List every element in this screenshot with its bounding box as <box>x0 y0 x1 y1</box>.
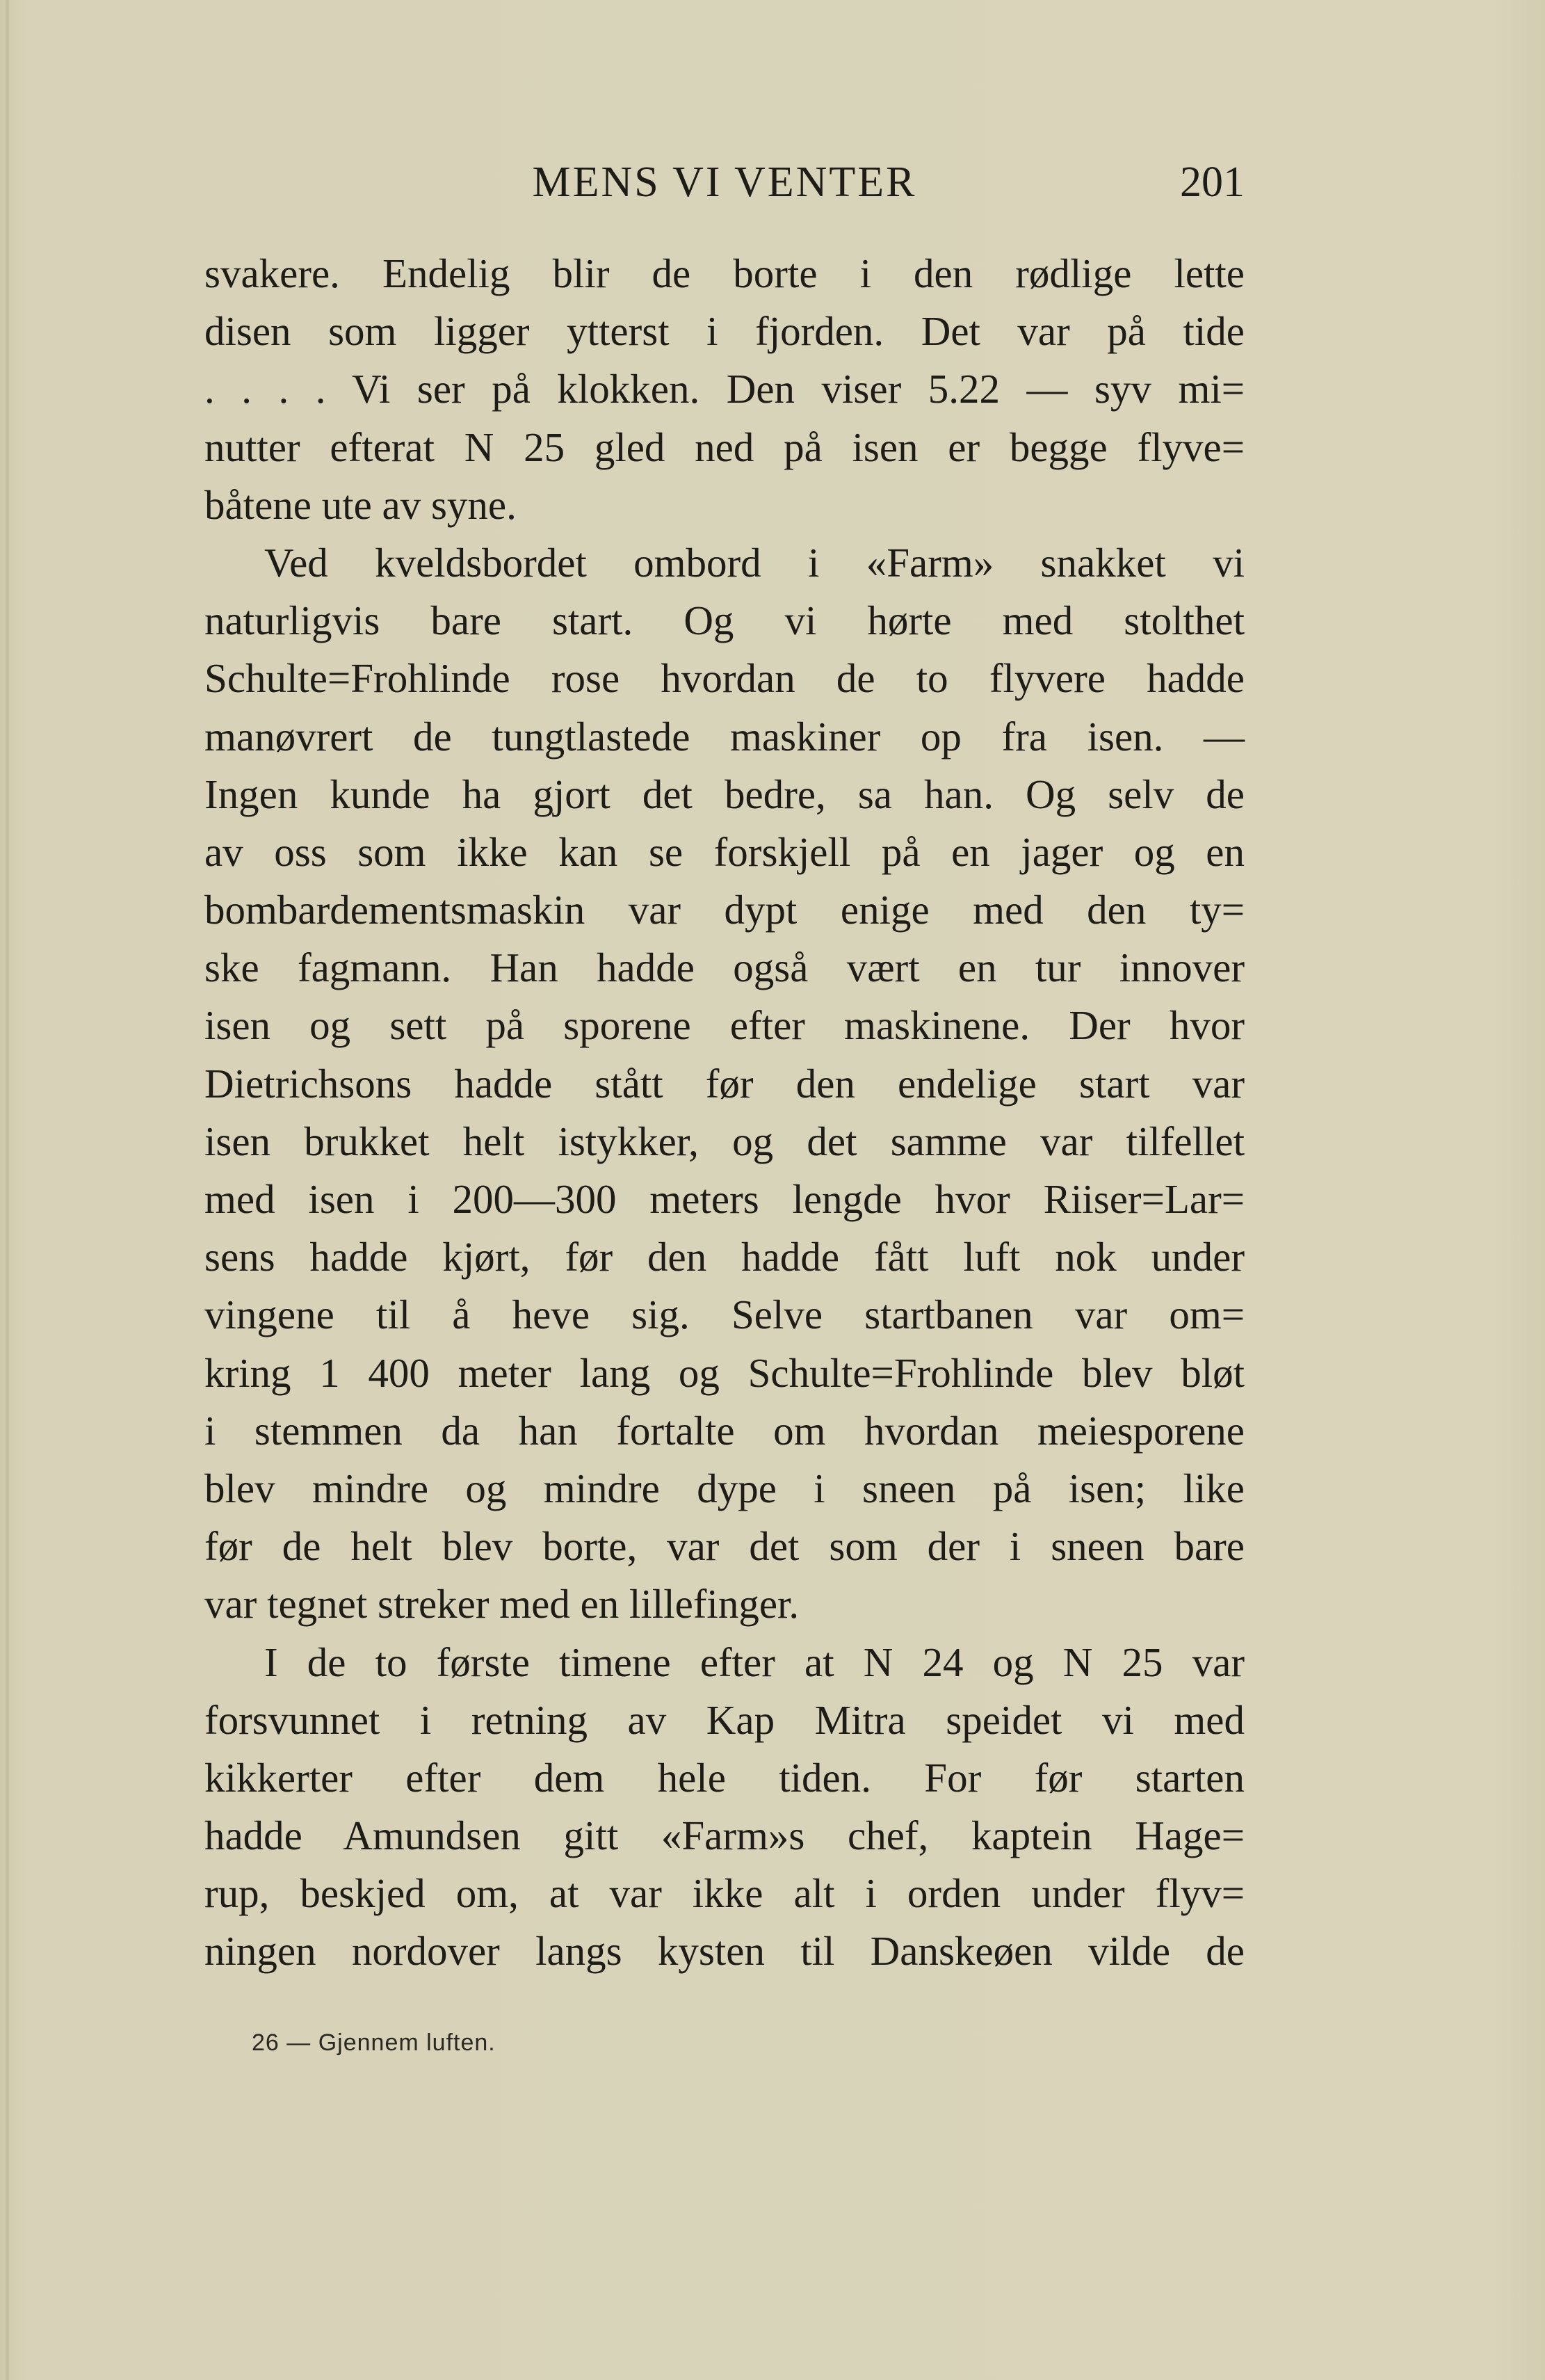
text-line: isen og sett på sporene efter maskinene. Der hvor <box>204 1002 1245 1049</box>
text-line: naturligvis bare start. Og vi hørte med stolthet <box>204 597 1245 644</box>
text-line: Dietrichsons hadde stått før den endelige start var <box>204 1060 1245 1107</box>
text-line: blev mindre og mindre dype i sneen på isen; like <box>204 1465 1245 1511</box>
text-line: Ved kveldsbordet ombord i «Farm» snakket vi <box>264 539 1245 586</box>
text-line: av oss som ikke kan se forskjell på en jager og en <box>204 828 1245 875</box>
text-line: sens hadde kjørt, før den hadde fått luft nok under <box>204 1234 1245 1280</box>
text-line: Ingen kunde ha gjort det bedre, sa han. Og selv de <box>204 771 1245 817</box>
printer-signature: 26 — Gjennem luften. <box>252 2029 496 2056</box>
text-line: ske fagmann. Han hadde også vært en tur innover <box>204 944 1245 991</box>
running-title: MENS VI VENTER <box>532 159 917 206</box>
text-line: ningen nordover langs kysten til Danskeøen vilde de <box>204 1928 1245 1975</box>
text-line: var tegnet streker med en lillefinger. <box>204 1581 800 1627</box>
text-line: bombardementsmaskin var dypt enige med den ty= <box>204 887 1245 933</box>
text-line: kikkerter efter dem hele tiden. For før starten <box>204 1754 1245 1801</box>
text-line: I de to første timene efter at N 24 og N 25 var <box>264 1639 1245 1685</box>
text-line: Schulte=Frohlinde rose hvordan de to flyvere hadde <box>204 655 1245 702</box>
text-line: hadde Amundsen gitt «Farm»s chef, kaptein Hage= <box>204 1812 1245 1859</box>
text-line: svakere. Endelig blir de borte i den rødlige lette <box>204 250 1245 296</box>
text-line: isen brukket helt istykker, og det samme var tilfellet <box>204 1118 1245 1164</box>
body-text <box>204 245 1245 1981</box>
text-line: båtene ute av syne. <box>204 481 517 528</box>
text-line: rup, beskjed om, at var ikke alt i orden under flyv= <box>204 1870 1245 1917</box>
text-line: i stemmen da han fortalte om hvordan meiesporene <box>204 1407 1245 1454</box>
text-line: vingene til å heve sig. Selve startbanen var om= <box>204 1292 1245 1338</box>
text-line: disen som ligger ytterst i fjorden. Det var på tide <box>204 308 1245 355</box>
text-line: nutter efterat N 25 gled ned på isen er begge flyve= <box>204 424 1245 470</box>
page-number: 201 <box>1180 159 1245 206</box>
page-edge <box>6 0 9 2380</box>
text-line: . . . . Vi ser på klokken. Den viser 5.22 — syv mi= <box>204 366 1245 412</box>
page-header <box>204 154 1245 210</box>
text-line: manøvrert de tungtlastede maskiner op fra isen. — <box>204 713 1245 759</box>
text-line: med isen i 200—300 meters lengde hvor Riiser=Lar= <box>204 1176 1245 1222</box>
text-line: kring 1 400 meter lang og Schulte=Frohlinde blev bløt <box>204 1349 1245 1396</box>
text-line: forsvunnet i retning av Kap Mitra speidet vi med <box>204 1696 1245 1743</box>
text-line: før de helt blev borte, var det som der i sneen bare <box>204 1523 1245 1570</box>
